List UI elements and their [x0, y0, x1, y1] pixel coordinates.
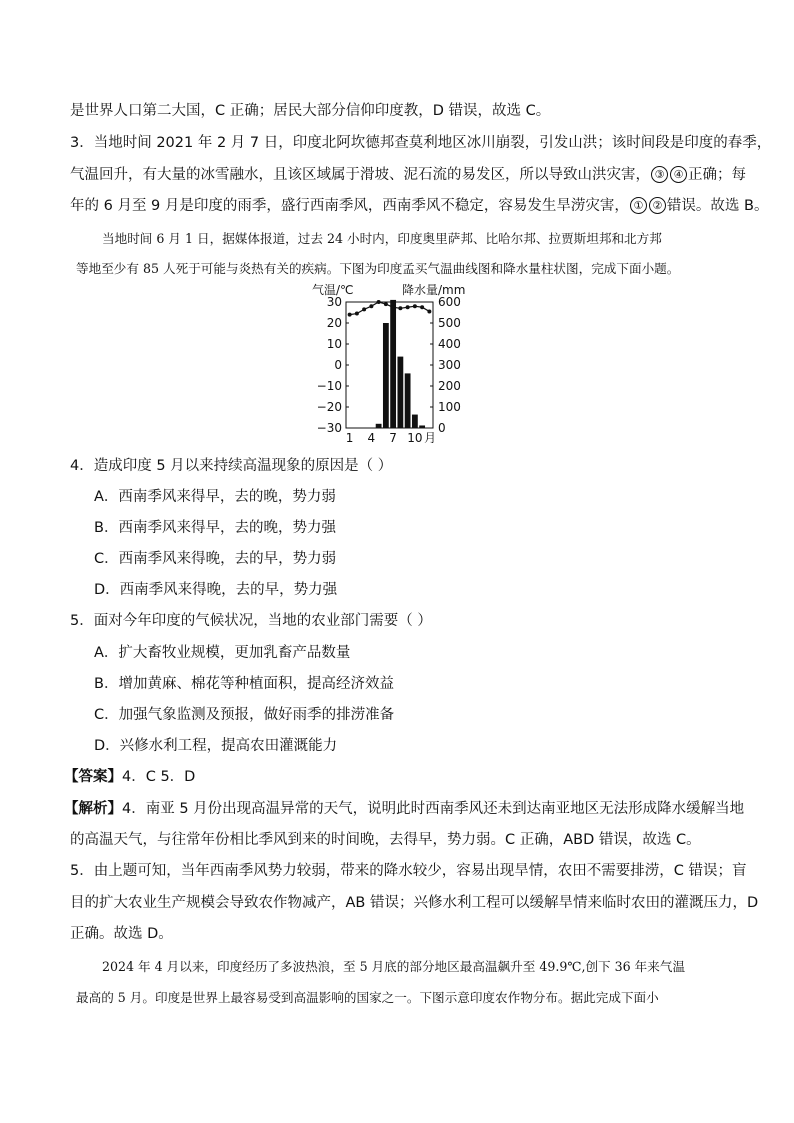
text-line: [70, 196, 768, 216]
precipitation-tick-label: 300: [438, 358, 461, 372]
temperature-point: [427, 309, 431, 313]
precipitation-axis-label: 降水量/mm: [402, 283, 466, 297]
precipitation-tick-label: 0: [438, 421, 446, 435]
precipitation-tick-label: 200: [438, 379, 461, 393]
temperature-tick-label: −20: [316, 400, 342, 414]
temperature-point: [369, 304, 373, 308]
precipitation-bar: [383, 323, 389, 428]
line-text: 错误。故选 B。: [666, 198, 769, 214]
question-5: 5．面对今年印度的气候状况，当地的农业部门需要（ ）: [70, 613, 432, 629]
temperature-tick-label: 30: [326, 295, 342, 309]
month-tick-label: 4: [367, 431, 376, 445]
passage-line: 最高的 5 月。印度是世界上最容易受到高温影响的国家之一。下图示意印度农作物分布。据此完成下面小: [76, 990, 659, 1005]
answer-tag: 【答案】: [64, 769, 122, 785]
analysis-line: 5．由上题可知，当年西南季风势力较弱，带来的降水较少，容易出现旱情，农田不需要排涝，C 错误；盲: [70, 863, 747, 879]
temperature-point: [348, 313, 352, 317]
question-3-line: 3．当地时间 2021 年 2 月 7 日，印度北阿坎德邦查莫利地区冰川崩裂，引发山洪；该时间段是印度的春季，: [70, 135, 772, 151]
circled-number: ③: [651, 166, 668, 183]
temperature-point: [391, 305, 395, 309]
temperature-point: [413, 304, 417, 308]
precipitation-tick-label: 400: [438, 337, 461, 351]
option-a: A．扩大畜牧业规模，更加乳畜产品数量: [94, 645, 351, 661]
text-line: 是世界人口第二大国，C 正确；居民大部分信仰印度教，D 错误，故选 C。: [70, 103, 551, 119]
analysis-line: [64, 799, 744, 819]
option-b: B．增加黄麻、棉花等种植面积，提高经济效益: [94, 676, 394, 692]
temperature-tick-label: −10: [316, 379, 342, 393]
analysis-line: 正确。故选 D。: [70, 926, 173, 942]
option-d: D．兴修水利工程，提高农田灌溉能力: [94, 738, 338, 754]
precipitation-bar: [405, 373, 411, 428]
precipitation-tick-label: 600: [438, 295, 461, 309]
precipitation-bar: [390, 300, 396, 428]
line-text: 年的 6 月至 9 月是印度的雨季，盛行西南季风，西南季风不稳定，容易发生旱涝灾害，: [70, 198, 629, 214]
line-text: 气温回升，有大量的冰雪融水，且该区域属于滑坡、泥石流的易发区，所以导致山洪灾害，: [70, 167, 650, 183]
answer-line: [64, 767, 195, 787]
precipitation-tick-label: 500: [438, 316, 461, 330]
option-c: C．加强气象监测及预报，做好雨季的排涝准备: [94, 707, 395, 723]
precipitation-axis: [430, 295, 461, 435]
analysis-line: 的高温天气，与往常年份相比季风到来的时间晚，去得早，势力弱。C 正确，ABD 错误，故选 C。: [70, 832, 701, 848]
circled-number: ④: [670, 166, 687, 183]
passage-line: 当地时间 6 月 1 日，据媒体报道，过去 24 小时内，印度奥里萨邦、比哈尔邦、拉贾斯坦邦和北方邦: [102, 231, 662, 246]
passage-line: 2024 年 4 月以来，印度经历了多波热浪，至 5 月底的部分地区最高温飙升至 49.9℃,创下 36 年来气温: [102, 959, 686, 974]
month-tick-label: 1: [345, 431, 354, 445]
analysis-tag: 【解析】: [64, 801, 122, 817]
passage-line: 等地至少有 85 人死于可能与炎热有关的疾病。下图为印度孟买气温曲线图和降水量柱状图，完成下面小题。: [76, 261, 680, 276]
option-b: B．西南季风来得早，去的晚，势力强: [94, 520, 336, 536]
temperature-point: [406, 305, 410, 309]
temperature-point: [420, 305, 424, 309]
temperature-tick-label: 0: [334, 358, 342, 372]
precipitation-bar: [397, 357, 403, 428]
temperature-point: [377, 300, 381, 304]
temperature-point: [355, 312, 359, 316]
temperature-axis-label: 气温/℃: [312, 283, 354, 297]
precipitation-bars: [368, 300, 432, 428]
precipitation-tick-label: 100: [438, 400, 461, 414]
plot-frame: [346, 302, 433, 428]
precipitation-bar: [419, 425, 425, 428]
temperature-line: [350, 302, 430, 315]
temperature-tick-label: 20: [326, 316, 342, 330]
temperature-tick-label: 10: [326, 337, 342, 351]
temperature-tick-label: −30: [316, 421, 342, 435]
precipitation-bar: [412, 415, 418, 428]
analysis-text: 4．南亚 5 月份出现高温异常的天气，说明此时西南季风还未到达南亚地区无法形成降水缓解当地: [122, 801, 745, 817]
month-axis: [346, 431, 436, 445]
month-unit-label: 月: [424, 431, 437, 445]
temperature-point: [362, 307, 366, 311]
circled-number: ②: [649, 197, 666, 214]
temperature-point: [384, 302, 388, 306]
circled-number: ①: [630, 197, 647, 214]
precipitation-bar: [376, 424, 382, 428]
analysis-line: 目的扩大农业生产规模会导致农作物减产，AB 错误；兴修水利工程可以缓解旱情来临时农田的灌溉压力，D: [70, 895, 759, 911]
answer-text: 4．C 5．D: [122, 769, 196, 785]
month-tick-label: 7: [389, 431, 397, 445]
text-line: [70, 165, 746, 185]
climate-chart: [310, 280, 500, 445]
question-4: 4．造成印度 5 月以来持续高温现象的原因是（ ）: [70, 458, 393, 474]
option-a: A．西南季风来得早，去的晚，势力弱: [94, 489, 336, 505]
month-tick-label: 10: [407, 431, 423, 445]
line-text: 正确；每: [688, 167, 746, 183]
temperature-axis: [317, 295, 349, 435]
option-d: D．西南季风来得晚，去的早，势力强: [94, 582, 338, 598]
option-c: C．西南季风来得晚，去的早，势力弱: [94, 551, 337, 567]
temperature-point: [398, 306, 402, 310]
